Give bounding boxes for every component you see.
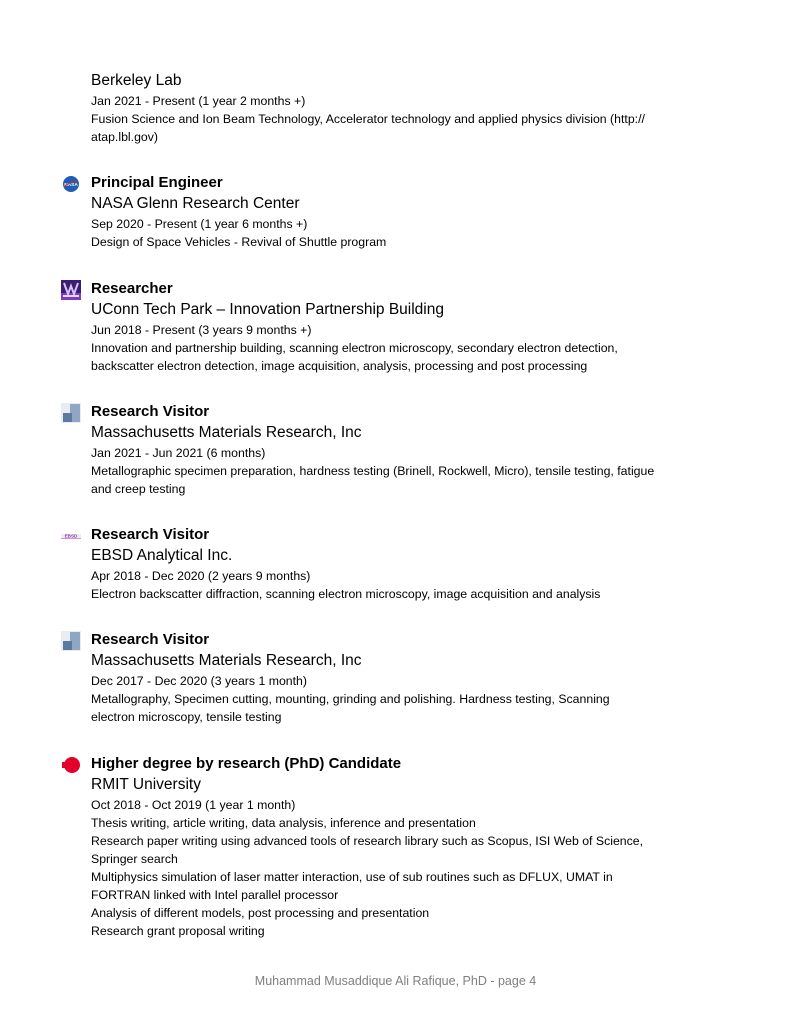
entry-description-line: Research grant proposal writing bbox=[91, 924, 265, 938]
company-placeholder-icon bbox=[61, 403, 81, 423]
entry-dates: Jan 2021 - Jun 2021 (6 months) bbox=[91, 446, 266, 460]
entry-dates: Sep 2020 - Present (1 year 6 months +) bbox=[91, 217, 308, 231]
experience-entry-rmit bbox=[91, 753, 701, 940]
entry-description-line: Electron backscatter diffraction, scanning electron microscopy, image acquisition and analysis bbox=[91, 587, 601, 601]
entry-dates: Apr 2018 - Dec 2020 (2 years 9 months) bbox=[91, 569, 311, 583]
entry-title: Research Visitor bbox=[91, 403, 210, 420]
entry-dates: Dec 2017 - Dec 2020 (3 years 1 month) bbox=[91, 674, 307, 688]
entry-organization: UConn Tech Park – Innovation Partnership Building bbox=[91, 301, 444, 318]
entry-description-line: Metallography, Specimen cutting, mounting, grinding and polishing. Hardness testing, Scanning bbox=[91, 692, 610, 706]
experience-entry-mmr-2017 bbox=[91, 629, 701, 726]
entry-description-line: Springer search bbox=[91, 852, 178, 866]
entry-dates: Jun 2018 - Present (3 years 9 months +) bbox=[91, 323, 312, 337]
entry-description-line: Analysis of different models, post processing and presentation bbox=[91, 906, 430, 920]
entry-organization: Berkeley Lab bbox=[91, 72, 182, 89]
entry-description-line: Multiphysics simulation of laser matter interaction, use of sub routines such as DFLUX, UMAT in bbox=[91, 870, 613, 884]
entry-description-line: Research paper writing using advanced tools of research library such as Scopus, ISI Web of Science, bbox=[91, 834, 644, 848]
entry-organization: EBSD Analytical Inc. bbox=[91, 547, 233, 564]
experience-entry-mmr-2021 bbox=[91, 401, 701, 498]
entry-description-line: Innovation and partnership building, scanning electron microscopy, secondary electron detection, bbox=[91, 341, 618, 355]
ebsd-logo-icon bbox=[61, 526, 81, 546]
entry-description-line: atap.lbl.gov) bbox=[91, 130, 158, 144]
entry-title: Research Visitor bbox=[91, 526, 210, 543]
entry-dates: Jan 2021 - Present (1 year 2 months +) bbox=[91, 94, 306, 108]
entry-title: Principal Engineer bbox=[91, 174, 223, 191]
entry-organization: Massachusetts Materials Research, Inc bbox=[91, 424, 362, 441]
experience-entry-uconn bbox=[91, 278, 701, 375]
entry-dates: Oct 2018 - Oct 2019 (1 year 1 month) bbox=[91, 798, 296, 812]
svg-text:NASA: NASA bbox=[64, 182, 78, 188]
uconn-tech-park-logo-icon bbox=[61, 280, 81, 300]
entry-title: Research Visitor bbox=[91, 631, 210, 648]
entry-description-line: Metallographic specimen preparation, hardness testing (Brinell, Rockwell, Micro), tensile testing, fatigue bbox=[91, 464, 655, 478]
experience-entry-berkeley-lab bbox=[91, 70, 701, 146]
page-footer: Muhammad Musaddique Ali Rafique, PhD - page 4 bbox=[254, 974, 537, 988]
entry-description-line: Fusion Science and Ion Beam Technology, Accelerator technology and applied physics division (http:// bbox=[91, 112, 645, 126]
experience-entry-ebsd bbox=[64, 524, 701, 603]
entry-description-line: Design of Space Vehicles - Revival of Shuttle program bbox=[91, 235, 387, 249]
entry-description-line: FORTRAN linked with Intel parallel processor bbox=[91, 888, 339, 902]
entry-description-line: electron microscopy, tensile testing bbox=[91, 710, 282, 724]
entry-description-line: and creep testing bbox=[91, 482, 186, 496]
entry-organization: RMIT University bbox=[91, 776, 201, 793]
company-placeholder-icon bbox=[61, 631, 81, 651]
entry-description-line: backscatter electron detection, image acquisition, analysis, processing and post processing bbox=[91, 359, 588, 373]
entry-description-line: Thesis writing, article writing, data analysis, inference and presentation bbox=[91, 816, 476, 830]
entry-title: Researcher bbox=[91, 280, 173, 297]
experience-entry-nasa bbox=[64, 172, 701, 251]
nasa-logo-icon bbox=[61, 174, 81, 194]
svg-text:EBSD: EBSD bbox=[64, 533, 78, 539]
rmit-logo-icon bbox=[61, 755, 81, 775]
entry-title: Higher degree by research (PhD) Candidate bbox=[91, 755, 402, 772]
entry-organization: Massachusetts Materials Research, Inc bbox=[91, 652, 362, 669]
entry-organization: NASA Glenn Research Center bbox=[91, 195, 300, 212]
